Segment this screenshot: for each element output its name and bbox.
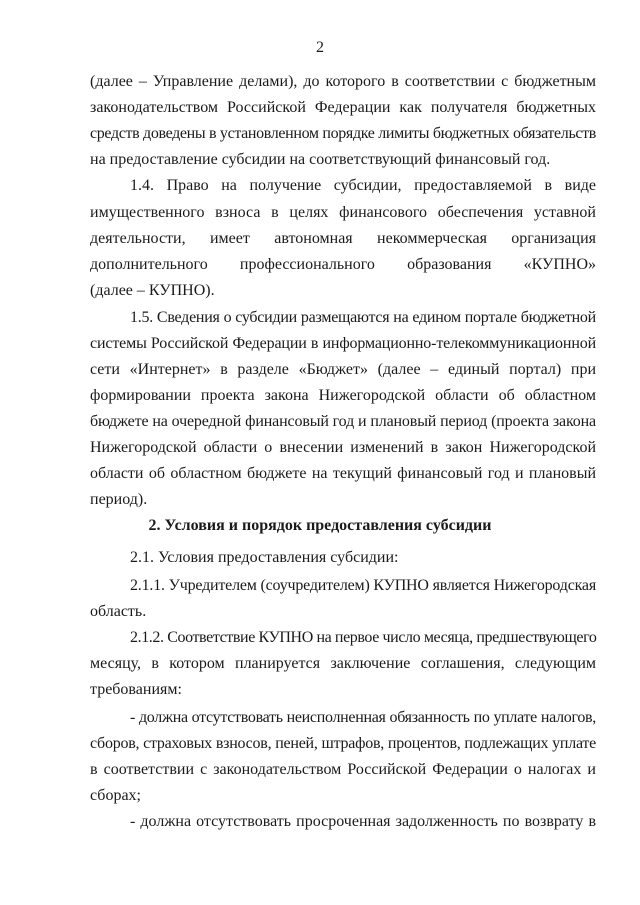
text-line: сборах;: [90, 787, 141, 804]
text-line: - должна отсутствовать просроченная задолженность по возврату в: [130, 813, 596, 830]
text-line: (далее – Управление делами), до которого в соответствии с бюджетным: [90, 73, 596, 90]
text-line: 2.1. Условия предоставления субсидии:: [130, 549, 399, 566]
text-line: - должна отсутствовать неисполненная обязанность по уплате налогов,: [130, 709, 596, 726]
text-line: в соответствии с законодательством Российской Федерации о налогах и: [90, 761, 596, 778]
text-line: дополнительного профессионального образования «КУПНО»: [90, 256, 596, 273]
text-line: область.: [90, 603, 147, 620]
text-line: сборов, страховых взносов, пеней, штрафов, процентов, подлежащих уплате: [90, 735, 596, 752]
text-line: системы Российской Федерации в информационно-телекоммуникационной: [90, 335, 596, 352]
section-heading: 2. Условия и порядок предоставления субсидии: [148, 517, 492, 534]
text-line: 2.1.1. Учредителем (соучредителем) КУПНО является Нижегородская: [130, 577, 596, 594]
page-number: 2: [316, 39, 324, 56]
text-line: (далее – КУПНО).: [90, 282, 215, 299]
text-line: бюджете на очередной финансовый год и плановый период (проекта закона: [90, 413, 596, 430]
text-line: Нижегородской области о внесении изменений в закон Нижегородской: [90, 439, 596, 456]
text-line: период).: [90, 491, 148, 508]
text-line: области об областном бюджете на текущий финансовый год и плановый: [90, 465, 596, 482]
text-line: 2.1.2. Соответствие КУПНО на первое число месяца, предшествующего: [130, 629, 597, 646]
text-line: имущественного взноса в целях финансового обеспечения уставной: [90, 204, 596, 221]
text-line: на предоставление субсидии на соответствующий финансовый год.: [90, 151, 551, 168]
text-line: законодательством Российской Федерации как получателя бюджетных: [90, 99, 596, 116]
text-line: средств доведены в установленном порядке лимиты бюджетных обязательств: [90, 125, 596, 142]
text-line: деятельности, имеет автономная некоммерческая организация: [90, 230, 596, 247]
text-line: месяцу, в котором планируется заключение соглашения, следующим: [90, 655, 596, 672]
text-line: формировании проекта закона Нижегородской области об областном: [90, 387, 596, 404]
text-line: сети «Интернет» в разделе «Бюджет» (далее – единый портал) при: [90, 361, 596, 378]
text-line: 1.5. Сведения о субсидии размещаются на едином портале бюджетной: [130, 309, 596, 326]
text-line: требованиям:: [90, 681, 182, 698]
text-line: 1.4. Право на получение субсидии, предоставляемой в виде: [130, 177, 596, 194]
